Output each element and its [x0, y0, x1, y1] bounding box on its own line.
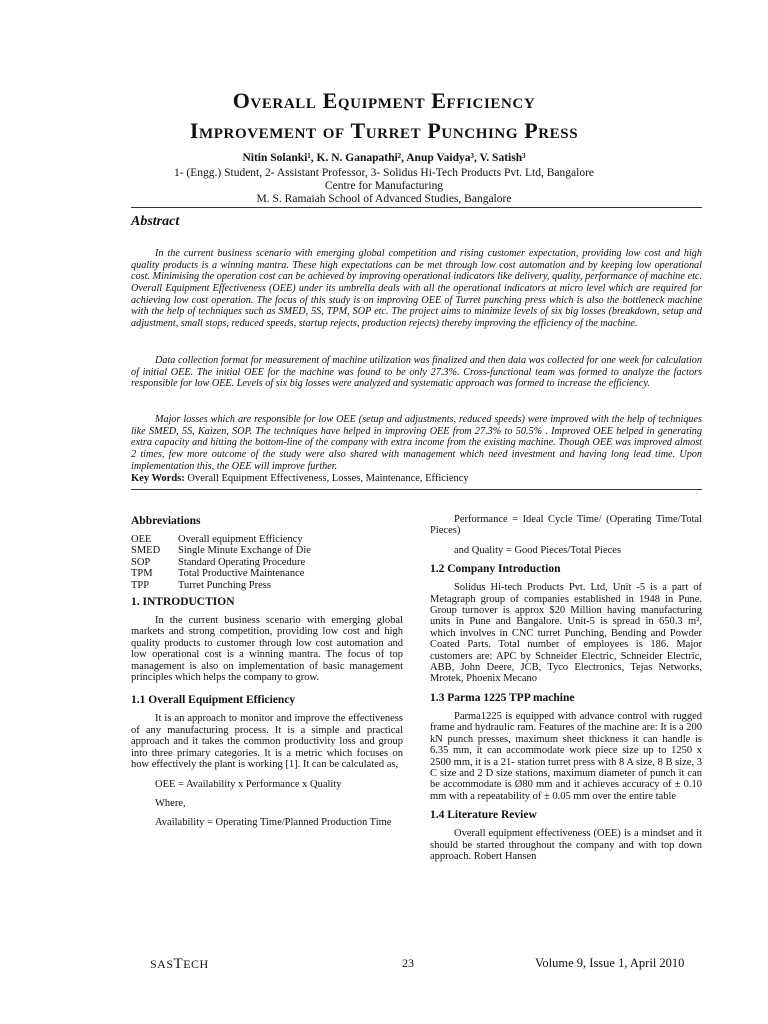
- affiliation-line-3: M. S. Ramaiah School of Advanced Studies, Bangalore: [256, 193, 512, 205]
- availability-equation: Availability = Operating Time/Planned Production Time: [155, 817, 392, 829]
- abbreviation-key: OEE: [131, 534, 152, 545]
- author-list: Nitin Solanki¹, K. N. Ganapathi², Anup Vaidya³, V. Satish³: [242, 152, 526, 164]
- left-column: [131, 514, 403, 829]
- keywords-label: Key Words:: [131, 473, 185, 484]
- journal-name-part-2: T: [173, 956, 184, 972]
- journal-name: [150, 956, 209, 973]
- abbreviations-heading: Abbreviations: [131, 515, 201, 527]
- company-intro-paragraph: Solidus Hi-tech Products Pvt. Ltd, Unit -5 is a part of Metagraph group of companies established in 1948 in Pune. Group turnover is approx $20 Million having manufacturing units in Pune and Bangalore. Unit-5 is spread in 650.3 m², which involves in CNC turret Punching, Bending and Powder Coated Parts. Total number of employees is 186. Major customers are: APC by Schneider Electric, Schneider Electric, ABB, John Deere, JCB, Tyco Electronics, Tejas Networks, Mrotek, Phoenix Mecano: [430, 582, 702, 685]
- abbreviation-value: Total Productive Maintenance: [178, 568, 305, 580]
- affiliation-line-1: 1- (Engg.) Student, 2- Assistant Professor, 3- Solidus Hi-Tech Products Pvt. Ltd, Bangalore: [173, 167, 595, 179]
- parma-machine-paragraph: Parma1225 is equipped with advance control with rugged frame and hydraulic ram. Features of the machine are: It is a 200 kN punch presses, maximum sheet thickness it can handle is 6.35 mm, it can accommodate work piece size up to 1250 x 2500 mm, it is a 21- station turret press with 8 A size, 8 B size, 3 C size and 2 D size stations, maximum diameter of punch it can be accommodate is Ø80 mm and it achieves accuracy of ± 0.10 mm with a repeatability of ± 0.05 mm over the entire table: [430, 710, 703, 802]
- abbreviation-value: Turret Punching Press: [178, 579, 271, 591]
- literature-review-paragraph: Overall equipment effectiveness (OEE) is a mindset and it should be started throughout the company and with top down approach. Robert Hansen: [430, 828, 702, 862]
- abbreviation-row: [131, 557, 403, 568]
- abstract-paragraph-1: In the current business scenario with emerging global competition and rising customer expectation, providing low cost and high quality products is a winning mantra. These high expectations can be met through low cost automation and by keeping low operational cost. Minimising the operation cost can be achieved by improving operational indicators like delivery, quality, performance of machine etc. Overall Equipment Effectiveness (OEE) under its umbrella deals with all the operational indicators at micro level which are required for achieving low cost operation. The focus of this study is on improving OEE of Turret punching press which is also the bottleneck machine with the help of techniques such as SMED, 5S, TPM, SOP etc. The project aims to minimize levels of six big losses (breakdown, setup and adjustment, small stops, reduced speeds, startup rejects, production rejects) thereby improving the efficiency of the machine.: [131, 248, 702, 329]
- abbreviation-key: TPM: [131, 568, 153, 580]
- journal-name-part-3: ECH: [183, 957, 209, 971]
- company-intro-heading: 1.2 Company Introduction: [430, 563, 561, 576]
- abstract-top-rule: [131, 207, 702, 208]
- abstract-bottom-rule: [131, 489, 702, 490]
- abbreviation-row: [131, 568, 403, 579]
- where-label: Where,: [155, 797, 186, 809]
- right-column: [430, 514, 702, 862]
- performance-equation: Performance = Ideal Cycle Time/ (Operating Time/Total Pieces): [430, 514, 702, 537]
- keywords-text: Overall Equipment Effectiveness, Losses, Maintenance, Efficiency: [184, 473, 469, 484]
- oee-section-heading: 1.1 Overall Equipment Efficiency: [131, 694, 296, 707]
- abbreviation-key: SOP: [131, 556, 151, 568]
- introduction-heading: 1. INTRODUCTION: [131, 596, 235, 609]
- abbreviation-value: Overall equipment Efficiency: [178, 534, 303, 545]
- oee-paragraph: It is an approach to monitor and improve the effectiveness of any manufacturing process. It is a simple and practical approach and it takes the common productivity loss and group into three primary categories. It is a metric which focuses on how effectively the plant is working [1]. It can be calculated as,: [131, 713, 403, 771]
- literature-review-heading: 1.4 Literature Review: [430, 809, 537, 822]
- abstract-paragraph-3: Major losses which are responsible for low OEE (setup and adjustments, reduced speeds) were improved with the help of techniques like SMED, 5S, Kaizen, SOP. The techniques have helped in improving OEE from 27.3% to 50.5% . Improved OEE helped in generating extra capacity and hitting the bottom-line of the company with extra income from the existing machine. Though OEE was improved almost 2 times, few more outcome of the study were also shared with management which need investment and having long lead time. Upon implementation this, the OEE will improve further.: [131, 414, 702, 472]
- abbreviation-value: Standard Operating Procedure: [178, 556, 306, 568]
- abstract-heading: Abstract: [131, 214, 180, 229]
- abbreviation-row: [131, 545, 403, 556]
- keywords-line: [131, 473, 702, 485]
- abbreviation-key: SMED: [131, 545, 161, 557]
- introduction-paragraph: In the current business scenario with emerging global markets and strong competition, providing low cost and high quality products to customer through low cost automation and low operational cost is a winning mantra. The focus of top management is also on implementation of basic management principles which helps the company to grow.: [131, 615, 403, 684]
- affiliation-line-2: Centre for Manufacturing: [324, 180, 444, 192]
- oee-equation: OEE = Availability x Performance x Quality: [155, 778, 342, 790]
- quality-equation: and Quality = Good Pieces/Total Pieces: [454, 544, 622, 556]
- abbreviation-value: Single Minute Exchange of Die: [178, 545, 311, 557]
- journal-name-part-1: SAS: [150, 957, 174, 971]
- abbreviation-row: [131, 580, 403, 591]
- abbreviation-key: TPP: [131, 579, 150, 591]
- abstract-paragraph-2: Data collection format for measurement of machine utilization was finalized and then data was collected for one week for calculation of initial OEE. The initial OEE for the machine was found to be only 27.3%. Cross-functional team was formed to analyze the factors responsible for low OEE. Levels of six big losses were analyzed and systematic approach was formed to increase the efficiency.: [131, 355, 702, 390]
- abbreviation-row: [131, 534, 403, 545]
- paper-title-line-1: Overall Equipment Efficiency: [232, 88, 536, 113]
- paper-title-line-2: Improvement of Turret Punching Press: [189, 118, 579, 143]
- page-number: 23: [402, 956, 414, 970]
- parma-machine-heading: 1.3 Parma 1225 TPP machine: [430, 691, 575, 704]
- issue-info: Volume 9, Issue 1, April 2010: [535, 956, 685, 970]
- abbreviations-list: [131, 534, 403, 591]
